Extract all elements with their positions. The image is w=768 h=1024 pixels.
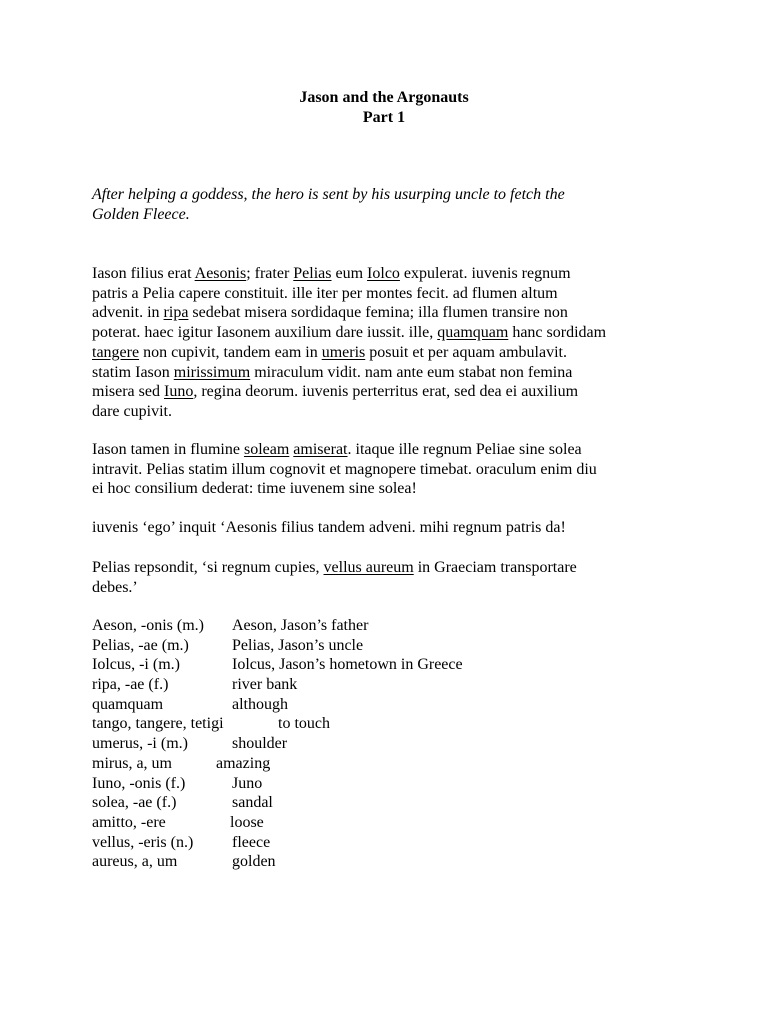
paragraph-4 bbox=[92, 558, 692, 597]
text-segment: poterat. haec igitur Iasonem auxilium dare iussit. ille, bbox=[92, 324, 438, 342]
glossed-word: Iolco bbox=[367, 265, 400, 282]
vocabulary-term: Pelias, -ae (m.) bbox=[92, 636, 189, 654]
text-segment: posuit et per aquam ambulavit. bbox=[365, 343, 567, 361]
vocabulary-term: umerus, -i (m.) bbox=[92, 735, 188, 753]
vocabulary-definition: Iolcus, Jason’s hometown in Greece bbox=[232, 656, 463, 674]
text-segment: iuvenis ‘ego’ inquit ‘Aesonis filius tandem adveni. mihi regnum patris da! bbox=[92, 519, 566, 536]
vocabulary-term: Iuno, -onis (f.) bbox=[92, 774, 186, 792]
text-segment: ; frater bbox=[246, 265, 294, 282]
document-subtitle: Part 1 bbox=[362, 109, 406, 126]
text-segment: . itaque ille regnum Peliae sine solea bbox=[347, 441, 582, 458]
text-segment: ei hoc consilium dederat: time iuvenem sine solea! bbox=[92, 480, 417, 498]
text-segment: hanc sordidam bbox=[508, 324, 607, 342]
text-segment: expulerat. iuvenis regnum bbox=[399, 265, 571, 282]
intro-summary bbox=[92, 185, 652, 225]
vocabulary-term: aureus, a, um bbox=[92, 853, 178, 871]
text-segment: Iason filius erat bbox=[92, 265, 195, 282]
vocabulary-definition: Pelias, Jason’s uncle bbox=[232, 636, 364, 654]
vocabulary-definition: river bank bbox=[232, 676, 298, 694]
glossed-word: amiserat bbox=[293, 441, 348, 458]
paragraph-line bbox=[92, 363, 692, 383]
glossed-word: Pelias bbox=[293, 265, 332, 282]
vocabulary-term: quamquam bbox=[92, 695, 164, 713]
glossed-word: umeris bbox=[321, 343, 366, 361]
vocabulary-definition: fleece bbox=[232, 833, 271, 851]
paragraph-2 bbox=[92, 440, 692, 499]
paragraph-line bbox=[92, 402, 692, 422]
vocabulary-term: tango, tangere, tetigi bbox=[92, 715, 224, 733]
vocabulary-term: solea, -ae (f.) bbox=[92, 794, 177, 812]
text-segment: in Graeciam transportare bbox=[413, 559, 577, 576]
text-segment: misera sed bbox=[92, 383, 164, 401]
text-segment: dare cupivit. bbox=[92, 402, 172, 420]
text-segment: sedebat misera sordidaque femina; illa flumen transire non bbox=[188, 304, 568, 322]
vocabulary-term: vellus, -eris (n.) bbox=[92, 833, 194, 851]
glossed-word: quamquam bbox=[437, 324, 509, 342]
glossed-word: ripa bbox=[163, 304, 189, 322]
text-segment: patris a Pelia capere constituit. ille iter per montes fecit. ad flumen altum bbox=[92, 284, 558, 302]
paragraph-line bbox=[92, 460, 692, 480]
paragraph-line bbox=[92, 284, 692, 304]
paragraph-line bbox=[92, 518, 692, 538]
paragraph-line bbox=[92, 323, 692, 343]
vocabulary-definition: loose bbox=[230, 813, 264, 831]
paragraph-1 bbox=[92, 264, 692, 422]
vocabulary-definition: amazing bbox=[216, 754, 271, 772]
text-segment: advenit. in bbox=[92, 304, 164, 322]
paragraph-3 bbox=[92, 518, 692, 538]
glossed-word: Aesonis bbox=[194, 265, 247, 282]
glossed-word: tangere bbox=[92, 343, 140, 361]
text-segment: , regina deorum. iuvenis perterritus erat, sed dea ei auxilium bbox=[193, 383, 579, 401]
glossed-word: Iuno bbox=[163, 383, 194, 401]
vocabulary-definition: although bbox=[232, 695, 288, 713]
paragraph-line bbox=[92, 343, 692, 363]
intro-line: After helping a goddess, the hero is sent by his usurping uncle to fetch the bbox=[92, 186, 565, 203]
text-segment: debes.’ bbox=[92, 578, 138, 596]
vocabulary-definition: Aeson, Jason’s father bbox=[232, 617, 369, 634]
glossed-word: mirissimum bbox=[173, 363, 251, 381]
vocabulary-term: ripa, -ae (f.) bbox=[92, 676, 169, 694]
text-segment: intravit. Pelias statim illum cognovit et magnopere timebat. oraculum enim diu bbox=[92, 460, 597, 478]
paragraph-line bbox=[92, 578, 692, 598]
text-segment: Pelias repsondit, ‘si regnum cupies, bbox=[92, 559, 324, 576]
text-segment: Iason tamen in flumine bbox=[92, 441, 244, 458]
vocabulary-term: amitto, -ere bbox=[92, 813, 166, 831]
paragraph-line bbox=[92, 440, 692, 460]
text-segment: non cupivit, tandem eam in bbox=[139, 343, 322, 361]
vocabulary-definition: golden bbox=[232, 853, 276, 871]
document-title: Jason and the Argonauts bbox=[299, 89, 469, 106]
intro-line: Golden Fleece. bbox=[92, 206, 190, 223]
text-segment: miraculum vidit. nam ante eum stabat non femina bbox=[250, 363, 573, 381]
vocabulary-definition: to touch bbox=[278, 715, 330, 733]
vocabulary-term: mirus, a, um bbox=[92, 754, 172, 772]
text-segment: eum bbox=[331, 265, 368, 282]
glossed-word: vellus aureum bbox=[323, 559, 414, 576]
vocabulary-term: Iolcus, -i (m.) bbox=[92, 656, 180, 674]
vocabulary-definition: sandal bbox=[232, 794, 273, 812]
vocabulary-term: Aeson, -onis (m.) bbox=[92, 617, 204, 634]
paragraph-line bbox=[92, 382, 692, 402]
glossed-word: soleam bbox=[243, 441, 290, 458]
paragraph-line bbox=[92, 479, 692, 499]
vocabulary-definition: shoulder bbox=[232, 735, 288, 753]
paragraph-line bbox=[92, 558, 692, 578]
paragraph-line bbox=[92, 303, 692, 323]
paragraph-line bbox=[92, 264, 692, 284]
vocabulary-definition: Juno bbox=[232, 774, 263, 792]
text-segment: statim Iason bbox=[92, 363, 174, 381]
